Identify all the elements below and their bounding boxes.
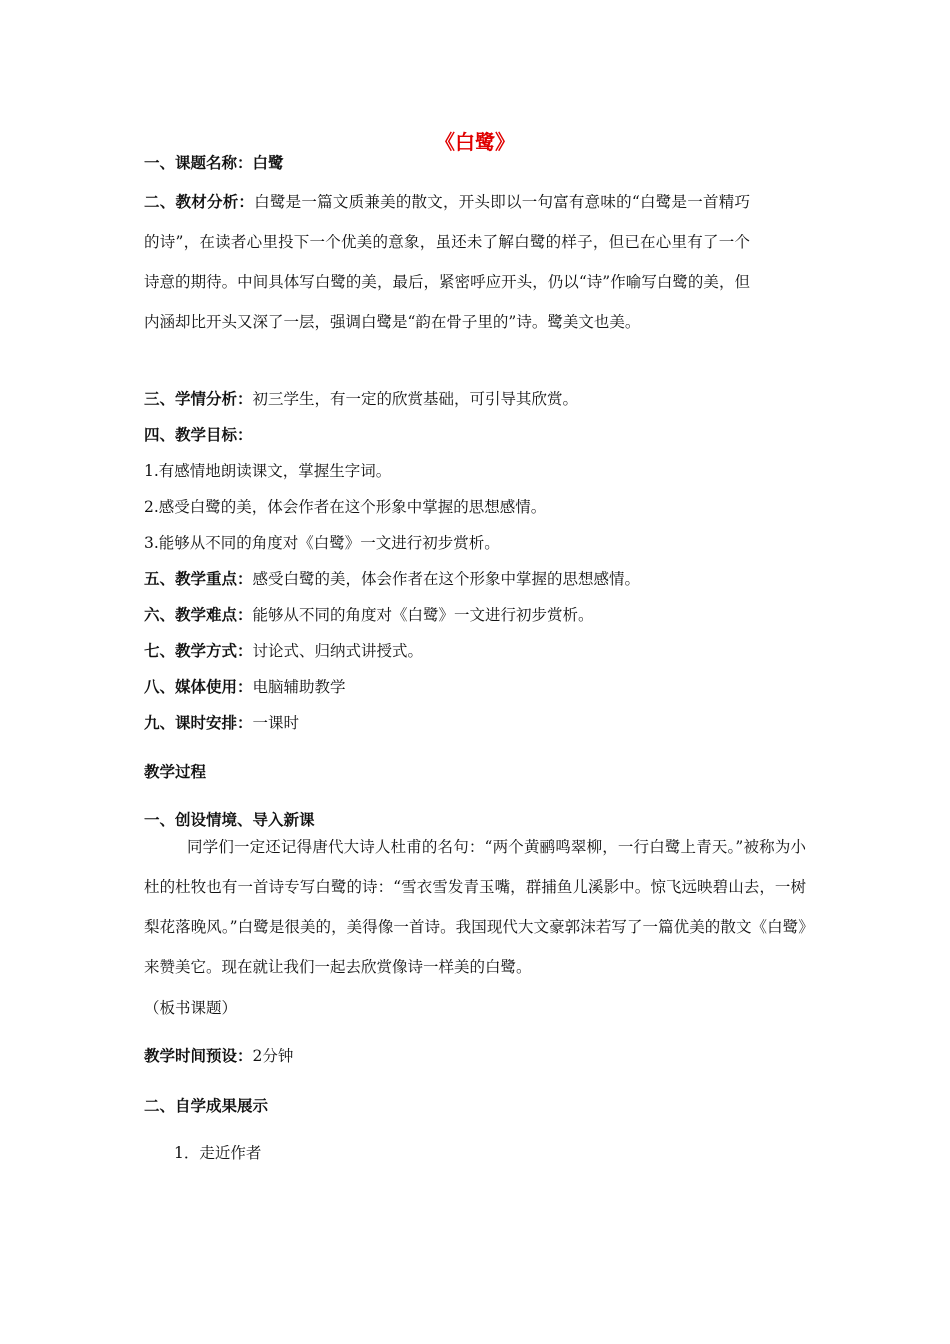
goals-heading: 四、教学目标： xyxy=(144,426,253,444)
key-point-label: 五、教学重点： xyxy=(144,570,253,588)
sub-item: 1．走近作者 xyxy=(174,1144,262,1162)
document-title: 《白鹭》 xyxy=(435,130,515,154)
time-row xyxy=(144,1046,293,1066)
media-text: 电脑辅助教学 xyxy=(252,678,346,696)
intro-text: 同学们一定还记得唐代大诗人杜甫的名句：“两个黄鹂鸣翠柳，一行白鹭上青天。”被称为小杜的杜牧也有一首诗专写白鹭的诗：“雪衣雪发青玉嘴，群捕鱼儿溪影中。惊飞远映碧山去，一树梨花落晚风。”白鹭是很美的，美得像一首诗。我国现代大文豪郭沫若写了一篇优美的散文《白鹭》来赞美它。现在就让我们一起去欣赏像诗一样美的白鹭。 xyxy=(144,838,806,976)
schedule-text: 一课时 xyxy=(252,714,300,732)
topic-label: 一、课题名称： xyxy=(144,154,253,172)
material-analysis-label: 二、教材分析： xyxy=(144,193,255,211)
media-label: 八、媒体使用： xyxy=(144,678,253,696)
schedule-row xyxy=(144,713,299,733)
board-note: （板书课题） xyxy=(144,999,238,1017)
difficulty-row xyxy=(144,605,594,625)
goal-item: 2.感受白鹭的美，体会作者在这个形象中掌握的思想感情。 xyxy=(144,498,547,516)
learner-analysis-row xyxy=(144,389,578,409)
key-point-text: 感受白鹭的美，体会作者在这个形象中掌握的思想感情。 xyxy=(252,570,641,588)
material-analysis xyxy=(144,182,750,342)
intro-paragraph xyxy=(144,827,806,987)
learner-analysis-text: 初三学生，有一定的欣赏基础，可引导其欣赏。 xyxy=(252,390,579,408)
material-analysis-text: 白鹭是一篇文质兼美的散文，开头即以一句富有意味的“白鹭是一首精巧的诗”，在读者心里投下一个优美的意象，虽还未了解白鹭的样子，但已在心里有了一个诗意的期待。中间具体写白鹭的美，最后，紧密呼应开头，仍以“诗”作喻写白鹭的美，但内涵却比开头又深了一层，强调白鹭是“韵在骨子里的”诗。鹭美文也美。 xyxy=(144,193,750,331)
key-point-row xyxy=(144,569,640,589)
time-label: 教学时间预设： xyxy=(144,1047,253,1065)
method-row xyxy=(144,641,423,661)
difficulty-label: 六、教学难点： xyxy=(144,606,253,624)
method-label: 七、教学方式： xyxy=(144,642,253,660)
schedule-label: 九、课时安排： xyxy=(144,714,253,732)
section-heading: 一、创设情境、导入新课 xyxy=(144,811,315,829)
learner-analysis-label: 三、学情分析： xyxy=(144,390,253,408)
goal-item: 1.有感情地朗读课文，掌握生字词。 xyxy=(144,462,392,480)
method-text: 讨论式、归纳式讲授式。 xyxy=(252,642,424,660)
process-heading: 教学过程 xyxy=(144,763,207,781)
topic-value: 白鹭 xyxy=(252,154,284,172)
goal-item: 3.能够从不同的角度对《白鹭》一文进行初步赏析。 xyxy=(144,534,500,552)
section-heading: 二、自学成果展示 xyxy=(144,1097,269,1115)
time-value: 2分钟 xyxy=(252,1047,294,1065)
media-row xyxy=(144,677,346,697)
difficulty-text: 能够从不同的角度对《白鹭》一文进行初步赏析。 xyxy=(252,606,594,624)
topic-row xyxy=(144,153,284,173)
